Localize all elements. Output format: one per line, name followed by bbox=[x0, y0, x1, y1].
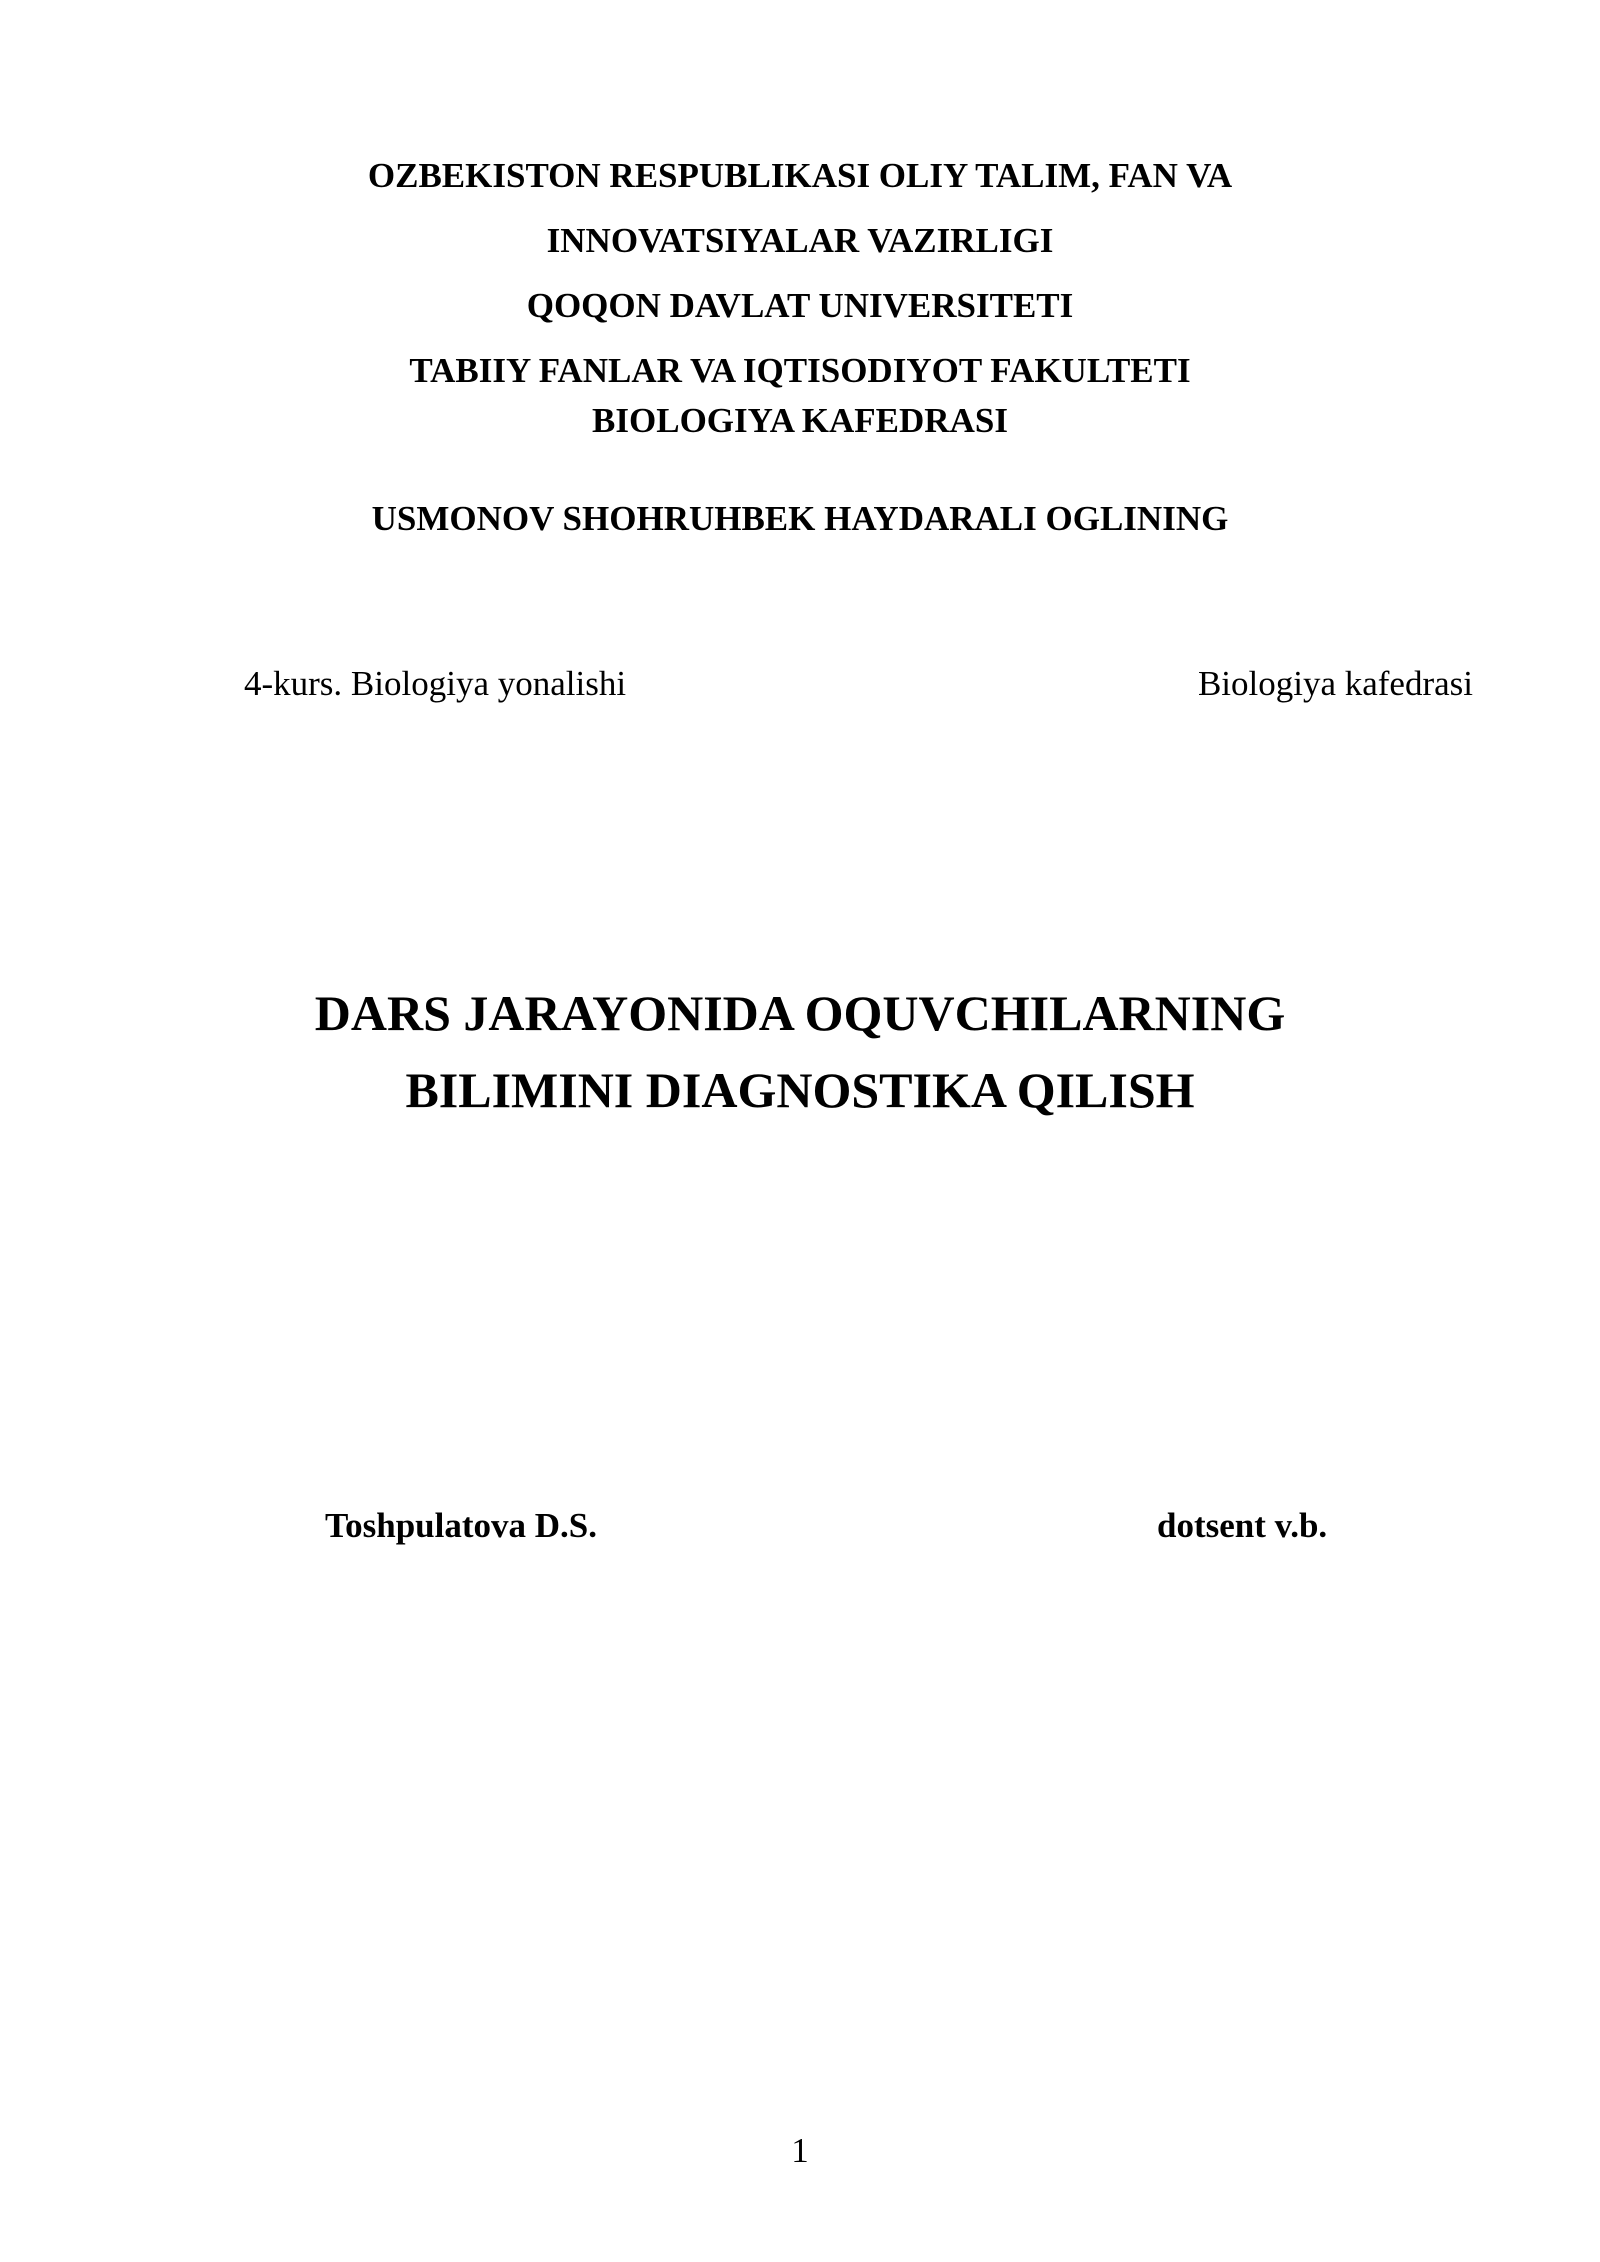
department-info: Biologiya kafedrasi bbox=[1197, 664, 1473, 703]
department-name: BIOLOGIYA KAFEDRASI bbox=[592, 401, 1008, 440]
supervisor-name: Toshpulatova D.S. bbox=[325, 1506, 598, 1545]
page-number: 1 bbox=[791, 2131, 809, 2170]
ministry-line-2: INNOVATSIYALAR VAZIRLIGI bbox=[546, 221, 1054, 260]
faculty-name: TABIIY FANLAR VA IQTISODIYOT FAKULTETI bbox=[409, 351, 1191, 390]
document-title-line-1: DARS JARAYONIDA OQUVCHILARNING bbox=[314, 985, 1286, 1041]
university-name: QOQON DAVLAT UNIVERSITETI bbox=[526, 286, 1074, 325]
student-name: USMONOV SHOHRUHBEK HAYDARALI OGLINING bbox=[371, 499, 1229, 538]
course-info: 4-kurs. Biologiya yonalishi bbox=[244, 664, 627, 703]
supervisor-position: dotsent v.b. bbox=[1157, 1506, 1328, 1545]
ministry-line-1: OZBEKISTON RESPUBLIKASI OLIY TALIM, FAN VA bbox=[367, 156, 1233, 195]
document-title-line-2: BILIMINI DIAGNOSTIKA QILISH bbox=[405, 1062, 1195, 1118]
